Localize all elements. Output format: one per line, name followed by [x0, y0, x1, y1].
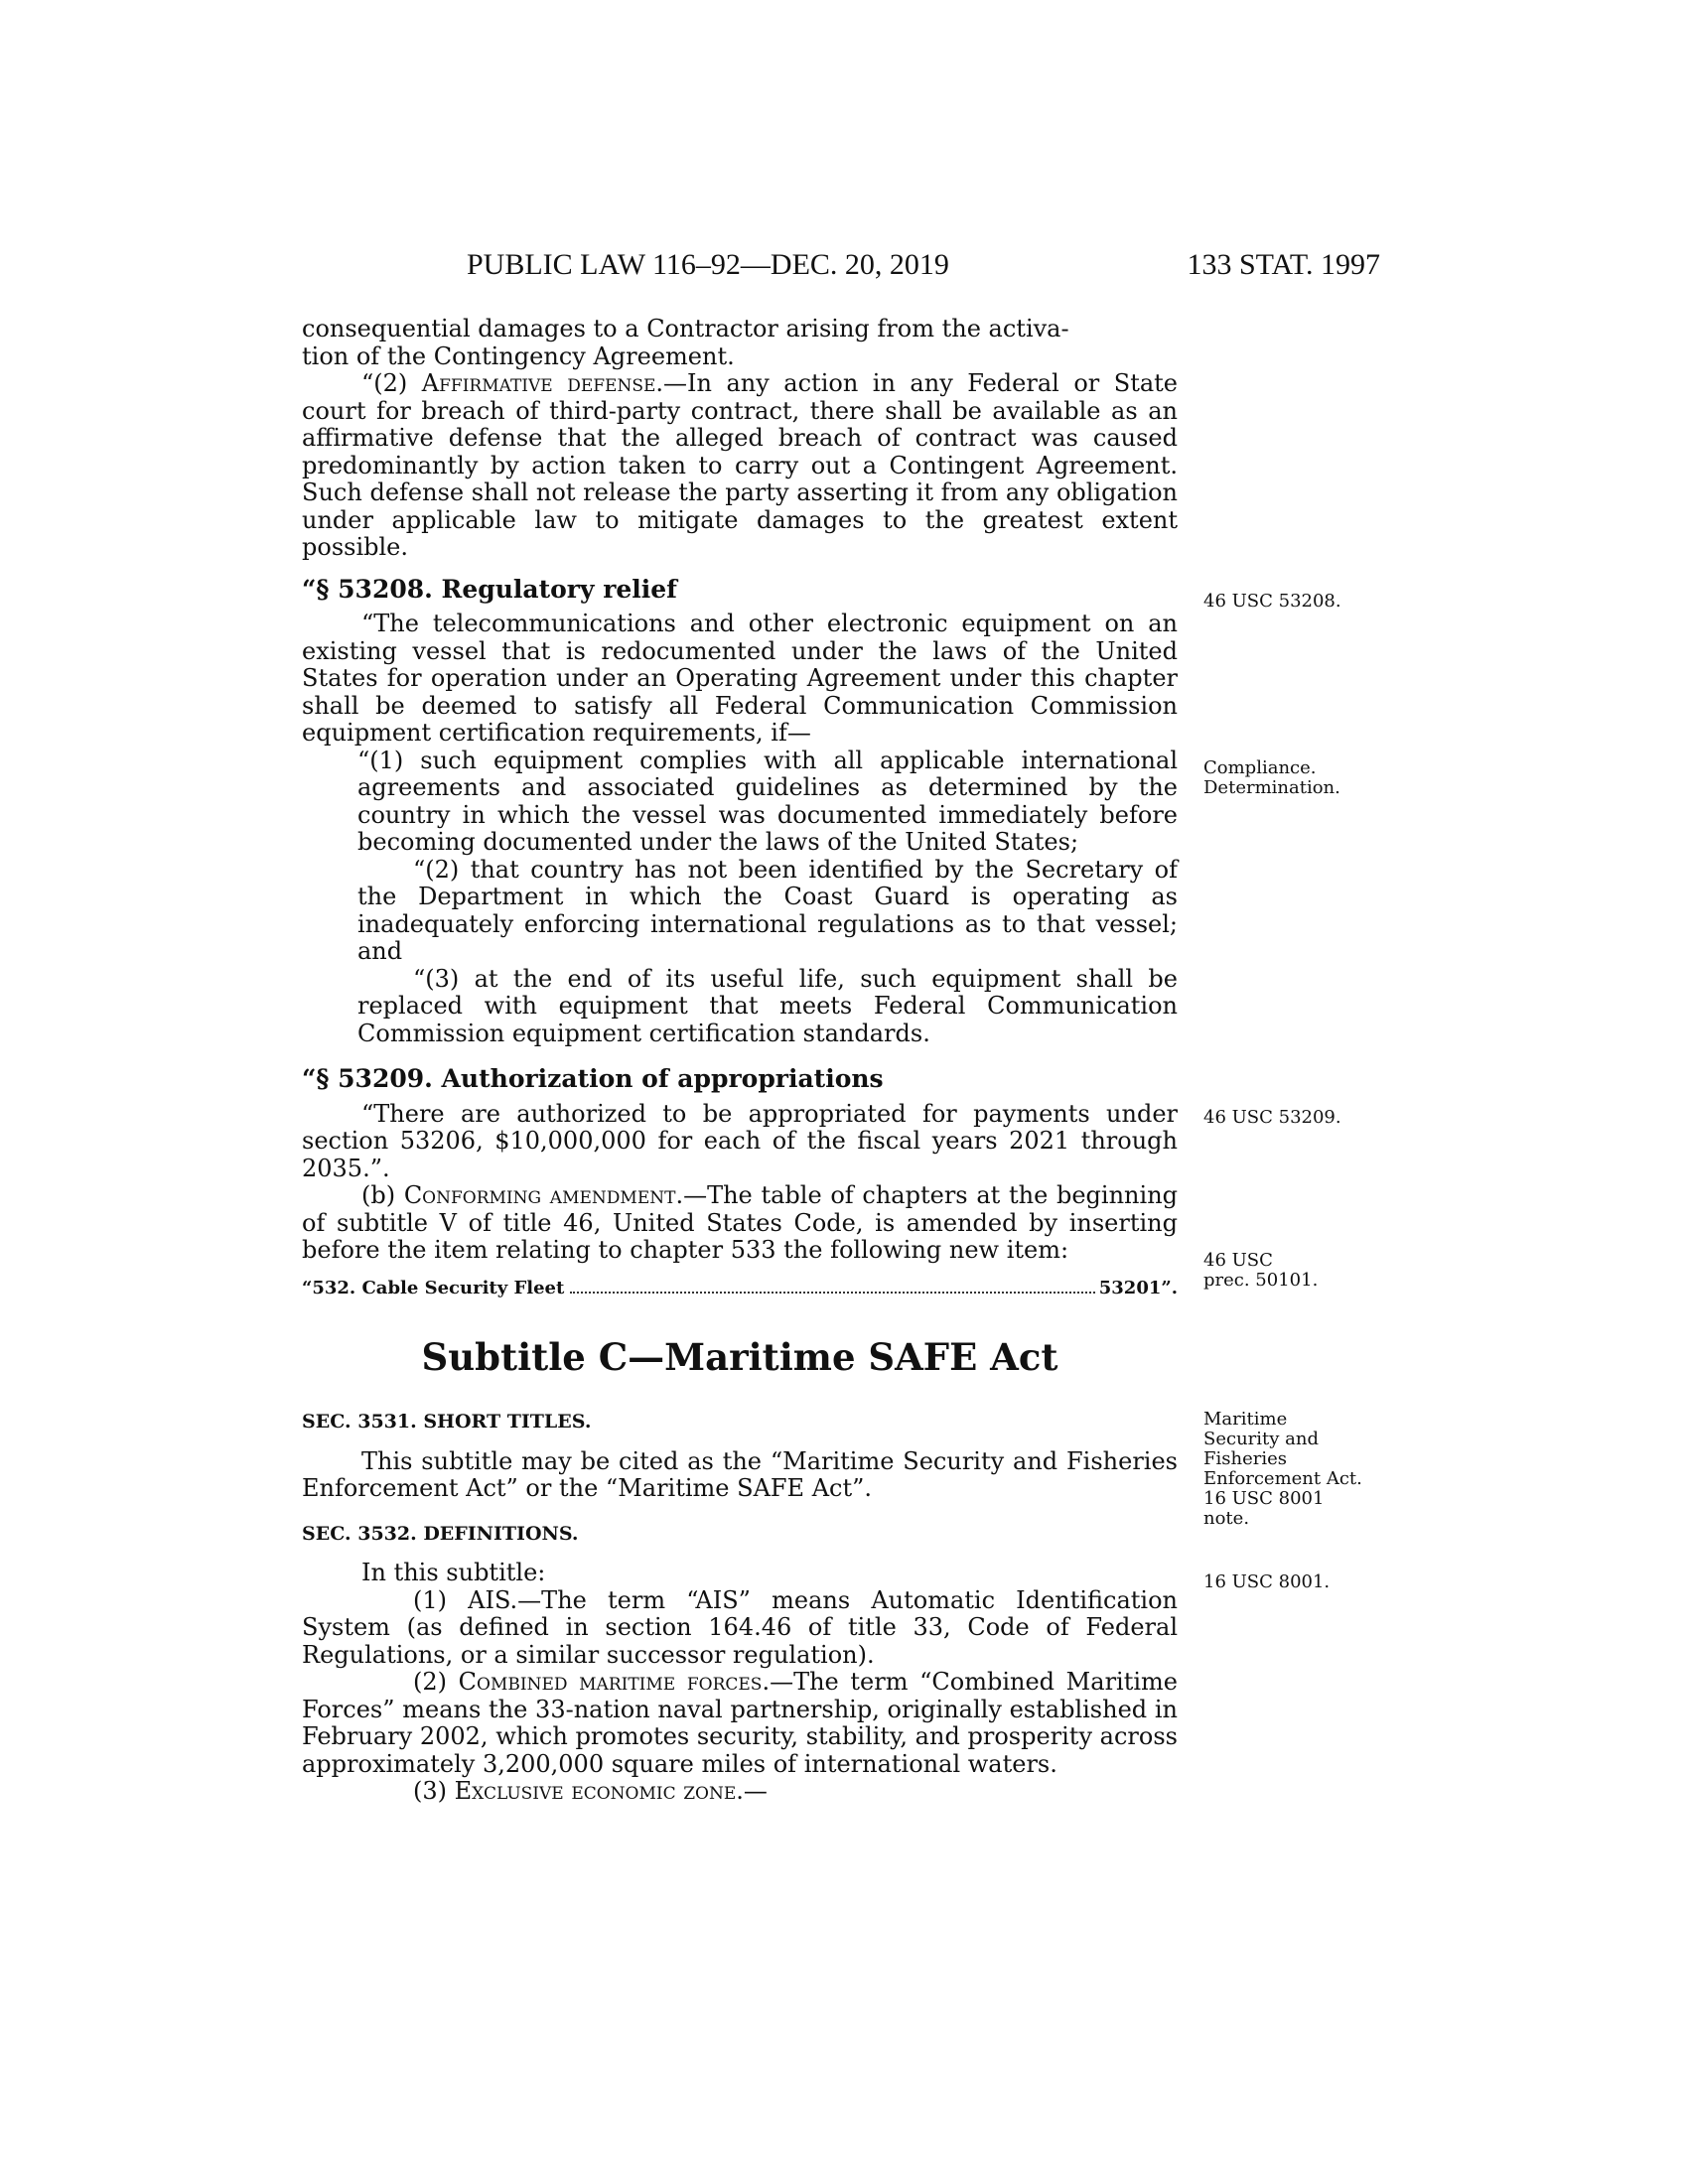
- margin-note-text: Enforcement Act.: [1203, 1468, 1362, 1489]
- toc-item-section: 53201”.: [1098, 1277, 1178, 1298]
- section-53208-item-1: [246, 748, 1178, 857]
- definitions-intro: In this subtitle:: [361, 1559, 546, 1586]
- paragraph-affirmative-defense: [302, 370, 1178, 562]
- toc-leader-dots: [570, 1292, 1094, 1294]
- toc-item-label: “532. Cable Security Fleet: [302, 1277, 565, 1298]
- para-heading: Conforming amendment: [403, 1181, 676, 1209]
- para-number: “(2): [361, 369, 422, 397]
- text-line: tion of the Contingency Agreement.: [302, 341, 735, 370]
- para-heading: Combined maritime forces: [458, 1668, 763, 1696]
- subtitle-heading: Subtitle C—Maritime SAFE Act: [421, 1335, 1058, 1379]
- margin-note-compliance: [1203, 758, 1392, 798]
- definition-3-exclusive-economic-zone: [302, 1778, 1178, 1806]
- section-heading-3531: SEC. 3531. SHORT TITLES.: [302, 1411, 592, 1433]
- margin-note-text: Determination.: [1203, 777, 1340, 798]
- margin-note-53208: [1203, 592, 1392, 612]
- margin-note-text: 46 USC 53208.: [1203, 591, 1341, 612]
- margin-note-text: 16 USC 8001: [1203, 1488, 1325, 1509]
- para-text: .—The term “Combined Maritime Forces” means the 33-nation naval partnership, originally established in February 2002, which promotes security, stability, and prosperity across approximately 3,200,000 square miles of international waters.: [302, 1668, 1178, 1778]
- para-heading: Exclusive economic zone: [454, 1777, 737, 1805]
- para-text: .—The table of chapters at the beginning of subtitle V of title 46, United States Code, is amended by inserting before the item relating to chapter 533 the following new item:: [302, 1181, 1179, 1264]
- para-number: (b): [361, 1181, 404, 1209]
- section-heading-53208: “§ 53208. Regulatory relief: [302, 574, 677, 604]
- margin-note-text: 46 USC: [1203, 1250, 1273, 1271]
- section-heading-3532: SEC. 3532. DEFINITIONS.: [302, 1522, 579, 1545]
- section-3531-text: This subtitle may be cited as the “Maritime Security and Fisheries Enforcement Act” or the “Maritime SAFE Act”.: [302, 1446, 1178, 1502]
- section-53209-text: “There are authorized to be appropriated for payments under section 53206, $10,000,000 for each of the fiscal years 2021 through 2035.”.: [302, 1099, 1178, 1182]
- section-53208-intro: “The telecommunications and other electronic equipment on an existing vessel that is redocumented under the laws of the United States for operation under an Operating Agreement under this chapter shall be deemed to satisfy all Federal Communication Commission equipment certification requirements, if—: [302, 610, 1178, 747]
- margin-note-text: Compliance.: [1203, 757, 1317, 778]
- item-text: “(1) such equipment complies with all applicable international agreements and associated guidelines as determined by the country in which the vessel was documented immediately before becoming documented under the laws of the United States;: [357, 746, 1178, 856]
- page-header: [298, 248, 1380, 292]
- section-53208-item-2: “(2) that country has not been identified by the Secretary of the Department in which the Coast Guard is operating as inadequately enforcing international regulations as to that vessel; and: [357, 855, 1178, 965]
- paragraph-conforming-amendment: [302, 1182, 1178, 1265]
- margin-note-53209: [1203, 1108, 1392, 1128]
- margin-note-text: Security and: [1203, 1429, 1319, 1449]
- margin-note-text: Fisheries: [1203, 1448, 1287, 1469]
- stat-page-number: 133 STAT. 1997: [1187, 248, 1380, 281]
- para-text: .—: [736, 1777, 768, 1805]
- margin-note-text: note.: [1203, 1508, 1250, 1529]
- paragraph-continued: [302, 316, 1178, 370]
- para-heading: Affirmative defense: [421, 369, 656, 397]
- margin-note-text: prec. 50101.: [1203, 1270, 1319, 1291]
- running-head: PUBLIC LAW 116–92—DEC. 20, 2019: [467, 248, 949, 281]
- margin-note-text: 16 USC 8001.: [1203, 1571, 1331, 1592]
- text-line: consequential damages to a Contractor arising from the activa-: [302, 315, 1069, 342]
- section-heading-53209: “§ 53209. Authorization of appropriations: [302, 1064, 884, 1093]
- margin-note-text: Maritime: [1203, 1409, 1288, 1430]
- margin-note-8001: [1203, 1572, 1392, 1592]
- section-53208-item-3: “(3) at the end of its useful life, such equipment shall be replaced with equipment that meets Federal Communication Commission equipment certification standards.: [357, 964, 1178, 1047]
- law-text: [302, 316, 1178, 1806]
- margin-note-text: 46 USC 53209.: [1203, 1107, 1341, 1128]
- margin-note-prec-50101: [1203, 1251, 1392, 1291]
- para-number: (3): [413, 1777, 455, 1805]
- table-of-chapters-item: [302, 1275, 1178, 1302]
- para-number: (2): [413, 1668, 459, 1696]
- definition-2-combined-maritime-forces: [302, 1669, 1178, 1778]
- definition-1-ais: (1) AIS.—The term “AIS” means Automatic Identification System (as defined in section 164.46 of title 33, Code of Federal Regulations, or a similar successor regulation).: [302, 1585, 1178, 1669]
- para-text: .—In any action in any Federal or State court for breach of third-party contract, there shall be available as an affirmative defense that the alleged breach of contract was caused predominantly by action taken to carry out a Contingent Agreement. Such defense shall not release the party asserting it from any obligation under applicable law to mitigate damages to the greatest extent possible.: [302, 369, 1178, 561]
- margin-note-maritime-safe: [1203, 1410, 1392, 1529]
